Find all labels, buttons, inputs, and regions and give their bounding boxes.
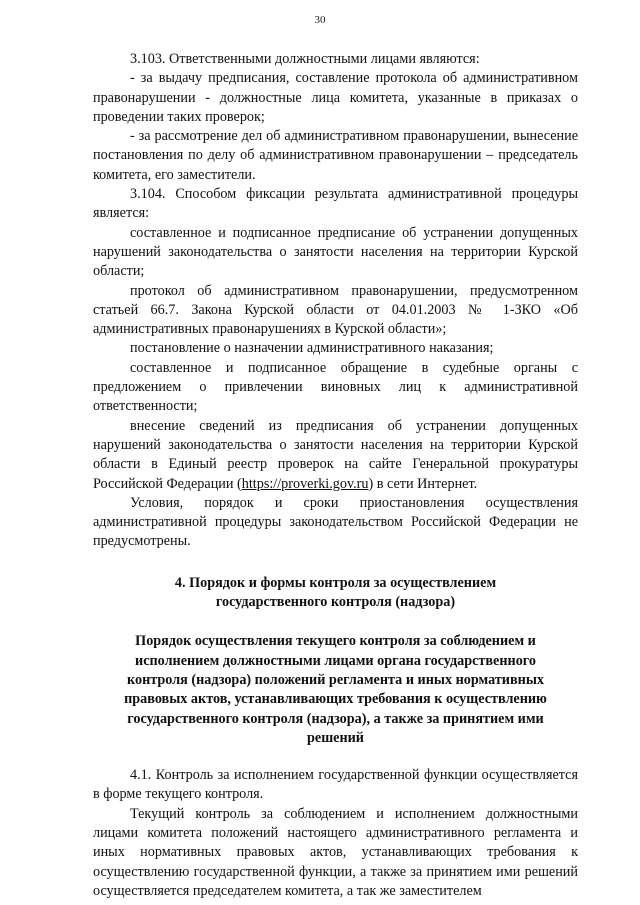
paragraph-responsible-review: - за рассмотрение дел об административном правонарушении, вынесение постановления по делу об административном правонарушении – председатель комитета, его заместители.: [93, 128, 578, 183]
subsection-heading: Порядок осуществления текущего контроля за соблюдением и исполнением должностными лицами органа государственного контроля (надзора) положений регламента и иных нормативных правовых актов, устанавливающих требования к осуществлению государственного контроля (надзора), а также за принятием ими решений: [124, 633, 547, 746]
paragraph-court-appeal: составленное и подписанное обращение в судебные органы с предложением о привлечении виновных лиц к административной ответственности;: [93, 359, 578, 415]
page-number: 30: [314, 14, 326, 26]
paragraph-responsible-issuing: - за выдачу предписания, составление протокола об административном правонарушении - должностные лица комитета, указанные в приказах о проведении таких проверок;: [93, 70, 578, 125]
paragraph-3-103: 3.103. Ответственными должностными лицами являются:: [130, 51, 480, 67]
registry-text-before: внесение сведений из предписания об устранении допущенных нарушений законодательства о занятости населения на территории Курской области в Единый реестр проверок на сайте Генеральной прокуратуры Российской Федерации (: [93, 417, 578, 492]
paragraph-current-control: Текущий контроль за соблюдением и исполнением должностными лицами комитета положений настоящего административного регламента и иных нормативных правовых актов, устанавливающих требования к осуществлению государственной функции, а также за принятием ими решений осуществляется председателем комитета, а так же заместителем: [93, 805, 578, 899]
paragraph-prescription: составленное и подписанное предписание об устранении допущенных нарушений законодательства о занятости населения на территории Курской области;: [93, 224, 578, 280]
registry-text-after: ) в сети Интернет.: [368, 475, 478, 492]
paragraph-conditions: Условия, порядок и сроки приостановления осуществления административной процедуры законодательством Российской Федерации не предусмотрены.: [93, 494, 578, 550]
paragraph-penalty-ruling: постановление о назначении административного наказания;: [130, 340, 494, 357]
paragraph-protocol: протокол об административном правонарушении, предусмотренном статьей 66.7. Закона Курской области от 04.01.2003 № 1-ЗКО «Об административных правонарушениях в Курской области»;: [93, 282, 578, 338]
paragraph-3-104: 3.104. Способом фиксации результата административной процедуры является:: [93, 186, 578, 222]
paragraph-registry: [93, 417, 578, 494]
proverki-link[interactable]: https://proverki.gov.ru: [241, 475, 369, 492]
section-heading-4: 4. Порядок и формы контроля за осуществлением государственного контроля (надзора): [174, 574, 497, 611]
document-body: [93, 50, 578, 901]
paragraph-4-1: 4.1. Контроль за исполнением государственной функции осуществляется в форме текущего контроля.: [93, 767, 578, 803]
